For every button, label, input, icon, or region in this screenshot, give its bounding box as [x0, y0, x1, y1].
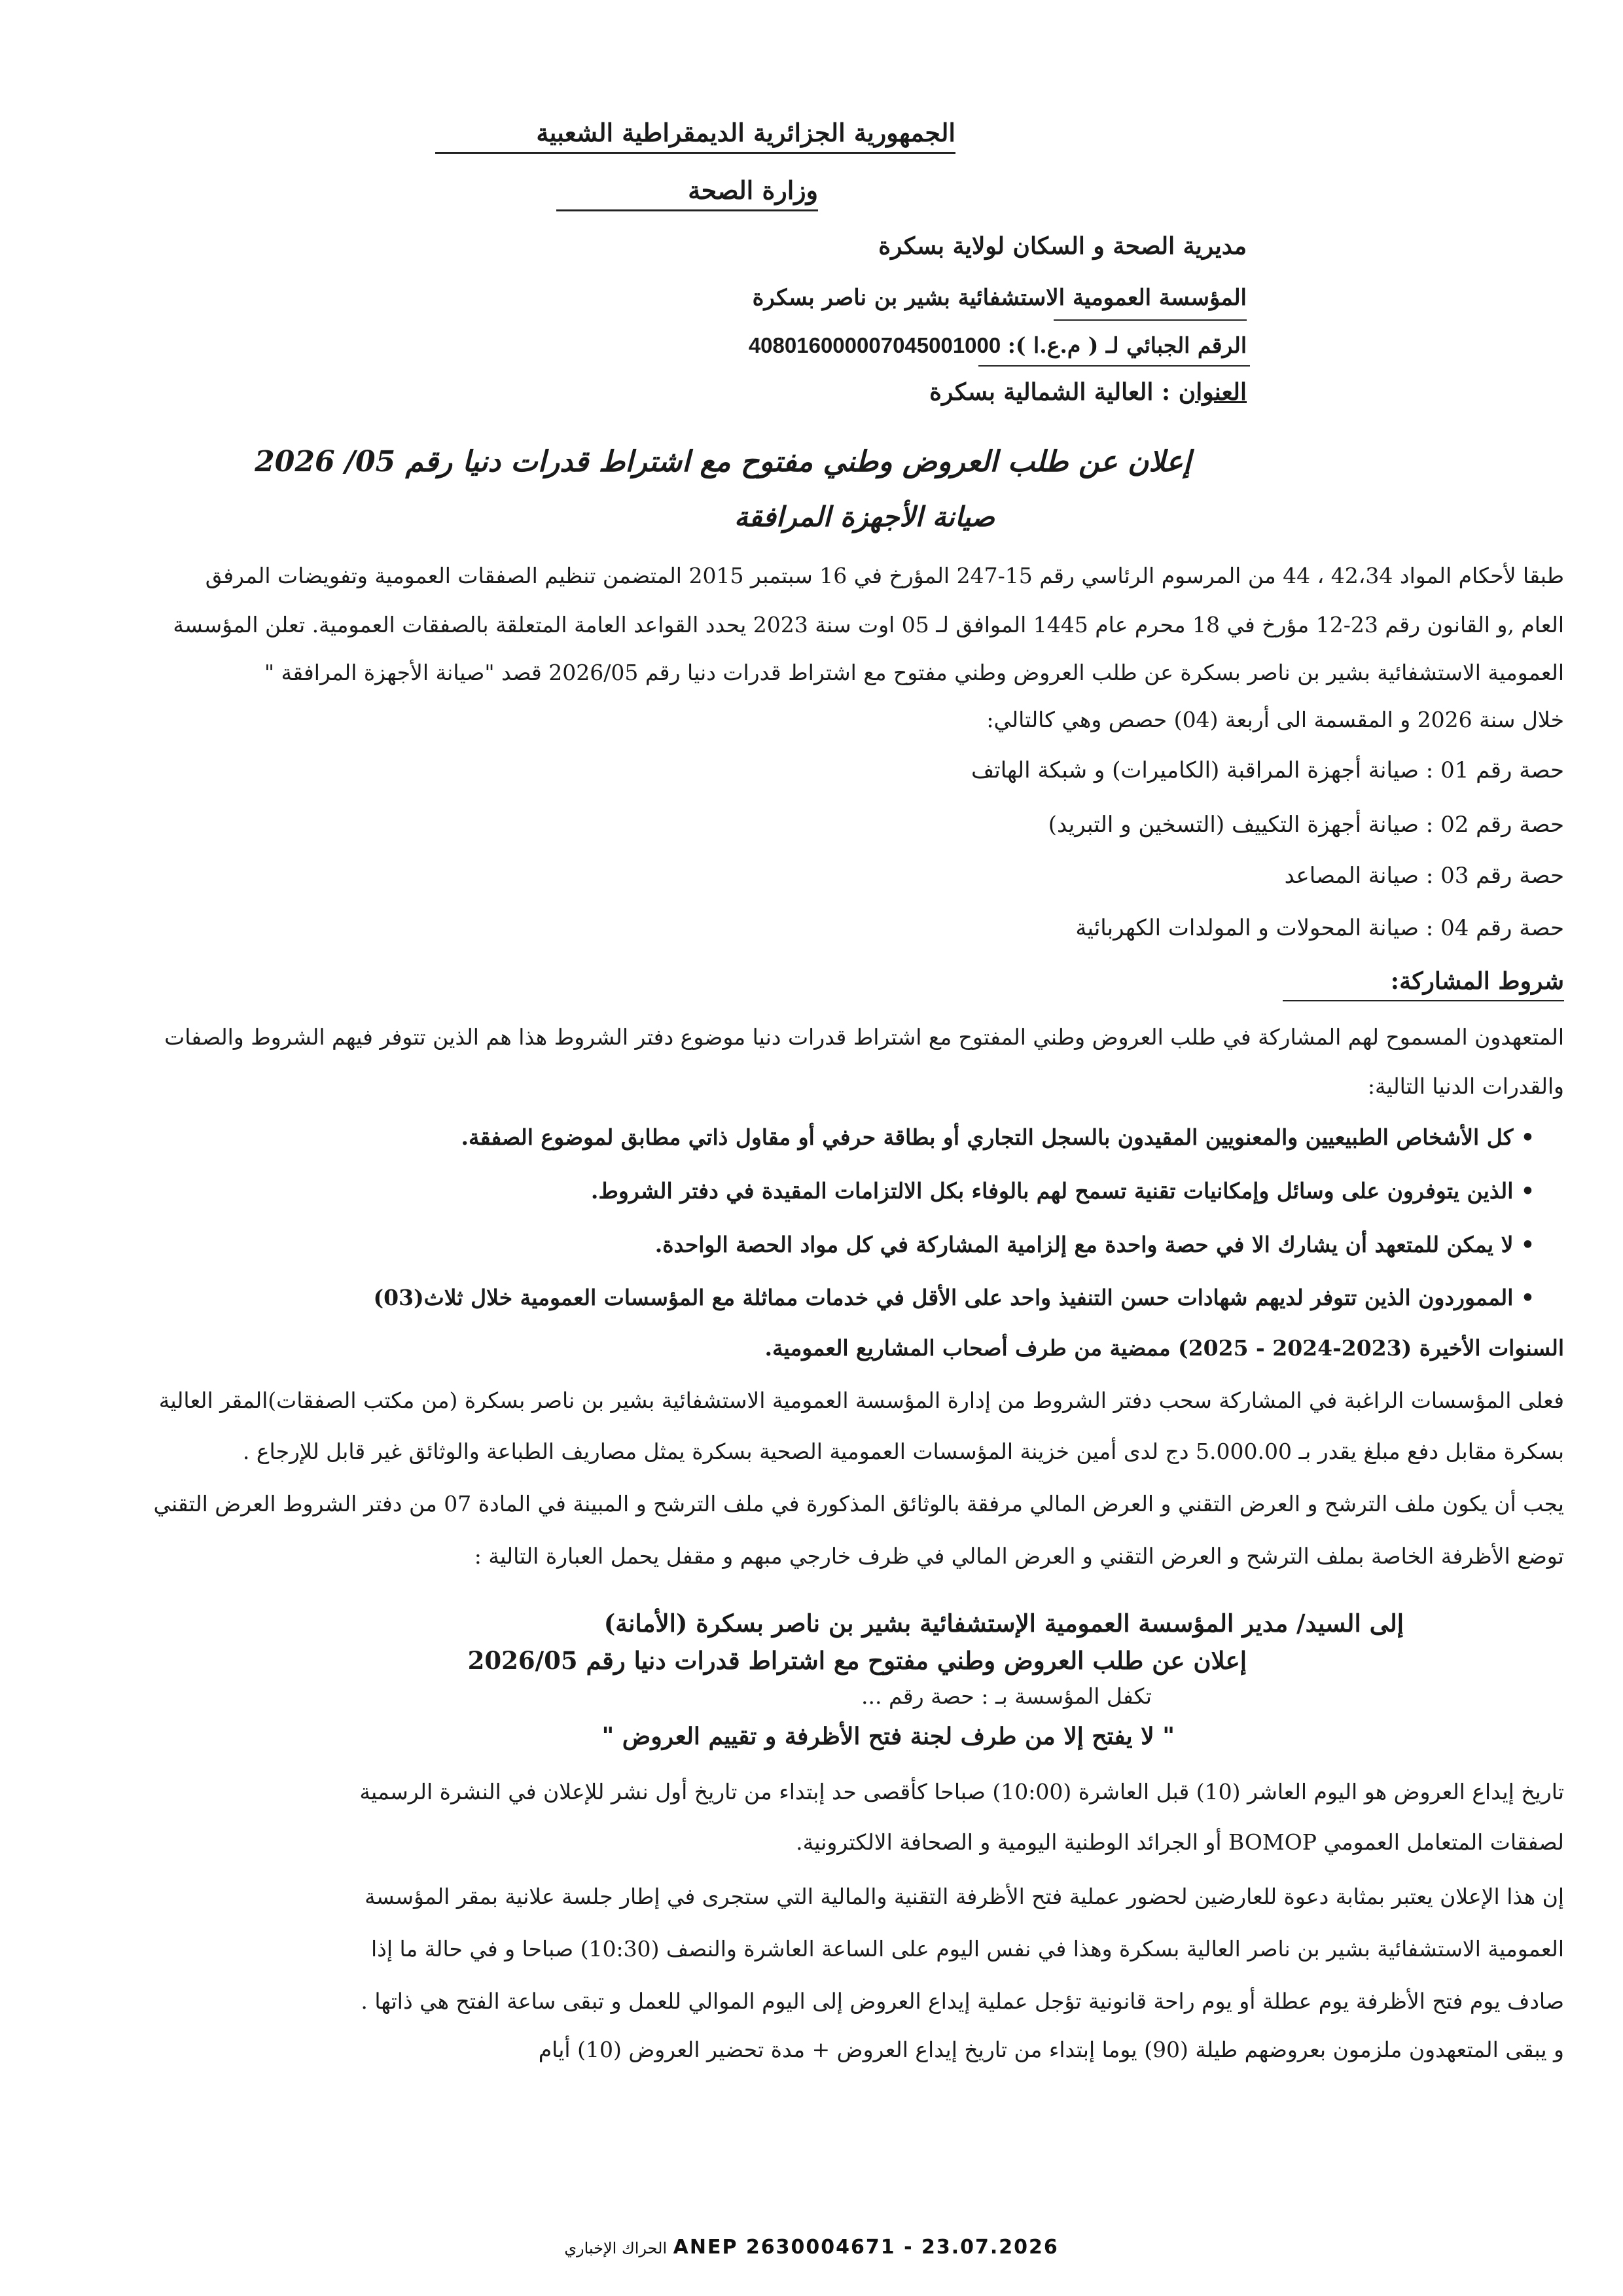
opening-line: و يبقى المتعهدون ملزمون بعروضهم طيلة (90) يوما إبتداء من تاريخ إيداع العروض + مدة تحضير العروض (10) أيام	[538, 2037, 1564, 2062]
condition-bullet: • الذين يتوفرون على وسائل وإمكانيات تقنية تسمح لهم بالوفاء بكل الالتزامات المقيدة في دفتر الشروط.	[591, 1178, 1535, 1204]
ministry-underline	[556, 209, 818, 211]
directorate-line: مديرية الصحة و السكان لولاية بسكرة	[878, 232, 1247, 260]
deadline-line: لصفقات المتعامل العمومي BOMOP أو الجرائد الوطنية اليومية و الصحافة الالكترونية.	[796, 1829, 1564, 1855]
tax-id-value: 408016000007045001000	[748, 333, 1001, 357]
republic-heading: الجمهورية الجزائرية الديمقراطية الشعبية	[536, 118, 955, 147]
intro-line: العمومية الاستشفائية بشير بن ناصر بسكرة عن طلب العروض وطني مفتوح مع اشتراط قدرات دنيا رقم 2026/05 قصد "صيانة الأجهزة المرافقة "	[264, 660, 1564, 685]
opening-line: صادف يوم فتح الأظرفة يوم عطلة أو يوم راحة قانونية تؤجل عملية إيداع العروض إلى اليوم الموالي للعمل و تبقى ساعة الفتح هي ذاتها .	[361, 1988, 1564, 2014]
announcement-title: إعلان عن طلب العروض وطني مفتوح مع اشتراط قدرات دنيا رقم 05/ 2026	[255, 445, 1191, 478]
withdrawal-line: فعلى المؤسسات الراغبة في المشاركة سحب دفتر الشروط من إدارة المؤسسة العمومية الاستشفائية بشير بن ناصر بسكرة (من مكتب الصفقات)المقر العالية	[158, 1388, 1564, 1413]
file-contents-line: يجب أن يكون ملف الترشح و العرض التقني و العرض المالي مرفقة بالوثائق المذكورة في ملف الترشح و المبينة في المادة 07 من دفتر الشروط العرض التقني	[153, 1491, 1564, 1516]
address-label: العنوان	[1178, 378, 1247, 406]
lot-item: حصة رقم 04 : صيانة المحولات و المولدات الكهربائية	[1075, 915, 1564, 941]
intro-line: خلال سنة 2026 و المقسمة الى أربعة (04) حصص وهي كالتالي:	[986, 707, 1564, 732]
conditions-underline	[1283, 1000, 1564, 1001]
conditions-heading: شروط المشاركة:	[1390, 967, 1564, 995]
hospital-line: المؤسسة العمومية الاستشفائية بشير بن ناصر بسكرة	[752, 285, 1247, 311]
intro-line: العام ,و القانون رقم 23-12 مؤرخ في 18 محرم عام 1445 الموافق لـ 05 اوت سنة 2023 يحدد القواعد العامة المتعلقة بالصفقات العمومية. تعلن المؤسسة	[173, 612, 1564, 637]
lot-item: حصة رقم 01 : صيانة أجهزة المراقبة (الكاميرات) و شبكة الهاتف	[971, 757, 1564, 783]
republic-underline	[435, 152, 955, 154]
tax-id-label: الرقم الجبائي لـ ( م.ع.ا ):	[1007, 332, 1247, 358]
announcement-subject: صيانة الأجهزة المرافقة	[734, 501, 995, 533]
lot-item: حصة رقم 03 : صيانة المصاعد	[1284, 863, 1564, 889]
opening-line: إن هذا الإعلان يعتبر بمثابة دعوة للعارضين لحضور عملية فتح الأظرفة التقنية والمالية التي ستجرى في إطار جلسة علانية بمقر المؤسسة	[365, 1884, 1564, 1909]
opening-line: العمومية الاستشفائية بشير بن ناصر العالية بسكرة وهذا في نفس اليوم على الساعة العاشرة والنصف (10:30) صباحا و في حالة ما إذا	[370, 1936, 1564, 1962]
conditions-intro: والقدرات الدنيا التالية:	[1367, 1073, 1564, 1099]
condition-bullet: • المموردون الذين تتوفر لديهم شهادات حسن التنفيذ واحد على الأقل في خدمات مماثلة مع المؤسسات العمومية خلال ثلاث(03)	[374, 1285, 1535, 1310]
hospital-underline	[1054, 319, 1247, 321]
deadline-line: تاريخ إيداع العروض هو اليوم العاشر (10) قبل العاشرة (10:00) صباحا كأقصى حد إبتداء من تاريخ أول نشر للإعلان في النشرة الرسمية	[359, 1779, 1564, 1804]
envelope-addressee: إلى السيد/ مدير المؤسسة العمومية الإستشفائية بشير بن ناصر بسكرة (الأمانة)	[603, 1609, 1404, 1638]
address-value: : العالية الشمالية بسكرة	[929, 378, 1171, 406]
envelope-lot: تكفل المؤسسة بـ : حصة رقم ...	[861, 1683, 1152, 1709]
publication-footer	[0, 2236, 1623, 2259]
address-row	[929, 378, 1247, 406]
anep-reference: ANEP 2630004671 - 23.07.2026	[673, 2236, 1059, 2259]
condition-bullet-continuation: السنوات الأخيرة (2023-2024 - 2025) ممضية من طرف أصحاب المشاريع العمومية.	[764, 1335, 1564, 1361]
condition-bullet: • لا يمكن للمتعهد أن يشارك الا في حصة واحدة مع إلزامية المشاركة في كل مواد الحصة الواحدة.	[655, 1232, 1535, 1257]
tax-id-row	[749, 332, 1247, 358]
withdrawal-line: بسكرة مقابل دفع مبلغ يقدر بـ 5.000.00 دج لدى أمين خزينة المؤسسات العمومية الصحية بسكرة يمثل مصاريف الطباعة والوثائق غير قابل للإرجاع .	[242, 1439, 1564, 1464]
press-name: الحراك الإخباري	[564, 2239, 668, 2257]
ministry-heading: وزارة الصحة	[688, 175, 818, 205]
file-contents-line: توضع الأظرفة الخاصة بملف الترشح و العرض التقني و العرض المالي في ظرف خارجي مبهم و مقفل يحمل العبارة التالية :	[474, 1543, 1564, 1569]
tax-id-underline	[978, 365, 1250, 367]
condition-bullet: • كل الأشخاص الطبيعيين والمعنويين المقيدون بالسجل التجاري أو بطاقة حرفي أو مقاول ذاتي مطابق لموضوع الصفقة.	[461, 1124, 1535, 1150]
intro-line: طبقا لأحكام المواد 42،34 ، 44 من المرسوم الرئاسي رقم 15-247 المؤرخ في 16 سبتمبر 2015 المتضمن تنظيم الصفقات العمومية وتفويضات المرفق	[205, 563, 1564, 588]
lot-item: حصة رقم 02 : صيانة أجهزة التكييف (التسخين و التبريد)	[1048, 812, 1564, 838]
conditions-intro: المتعهدون المسموح لهم المشاركة في طلب العروض وطني المفتوح مع اشتراط قدرات دنيا موضوع دفتر الشروط هذا هم الذين تتوفر فيهم الشروط والصفات	[164, 1024, 1564, 1050]
envelope-warning: " لا يفتح إلا من طرف لجنة فتح الأظرفة و تقييم العروض "	[601, 1723, 1175, 1750]
envelope-reference: إعلان عن طلب العروض وطني مفتوح مع اشتراط قدرات دنيا رقم 2026/05	[467, 1646, 1247, 1675]
